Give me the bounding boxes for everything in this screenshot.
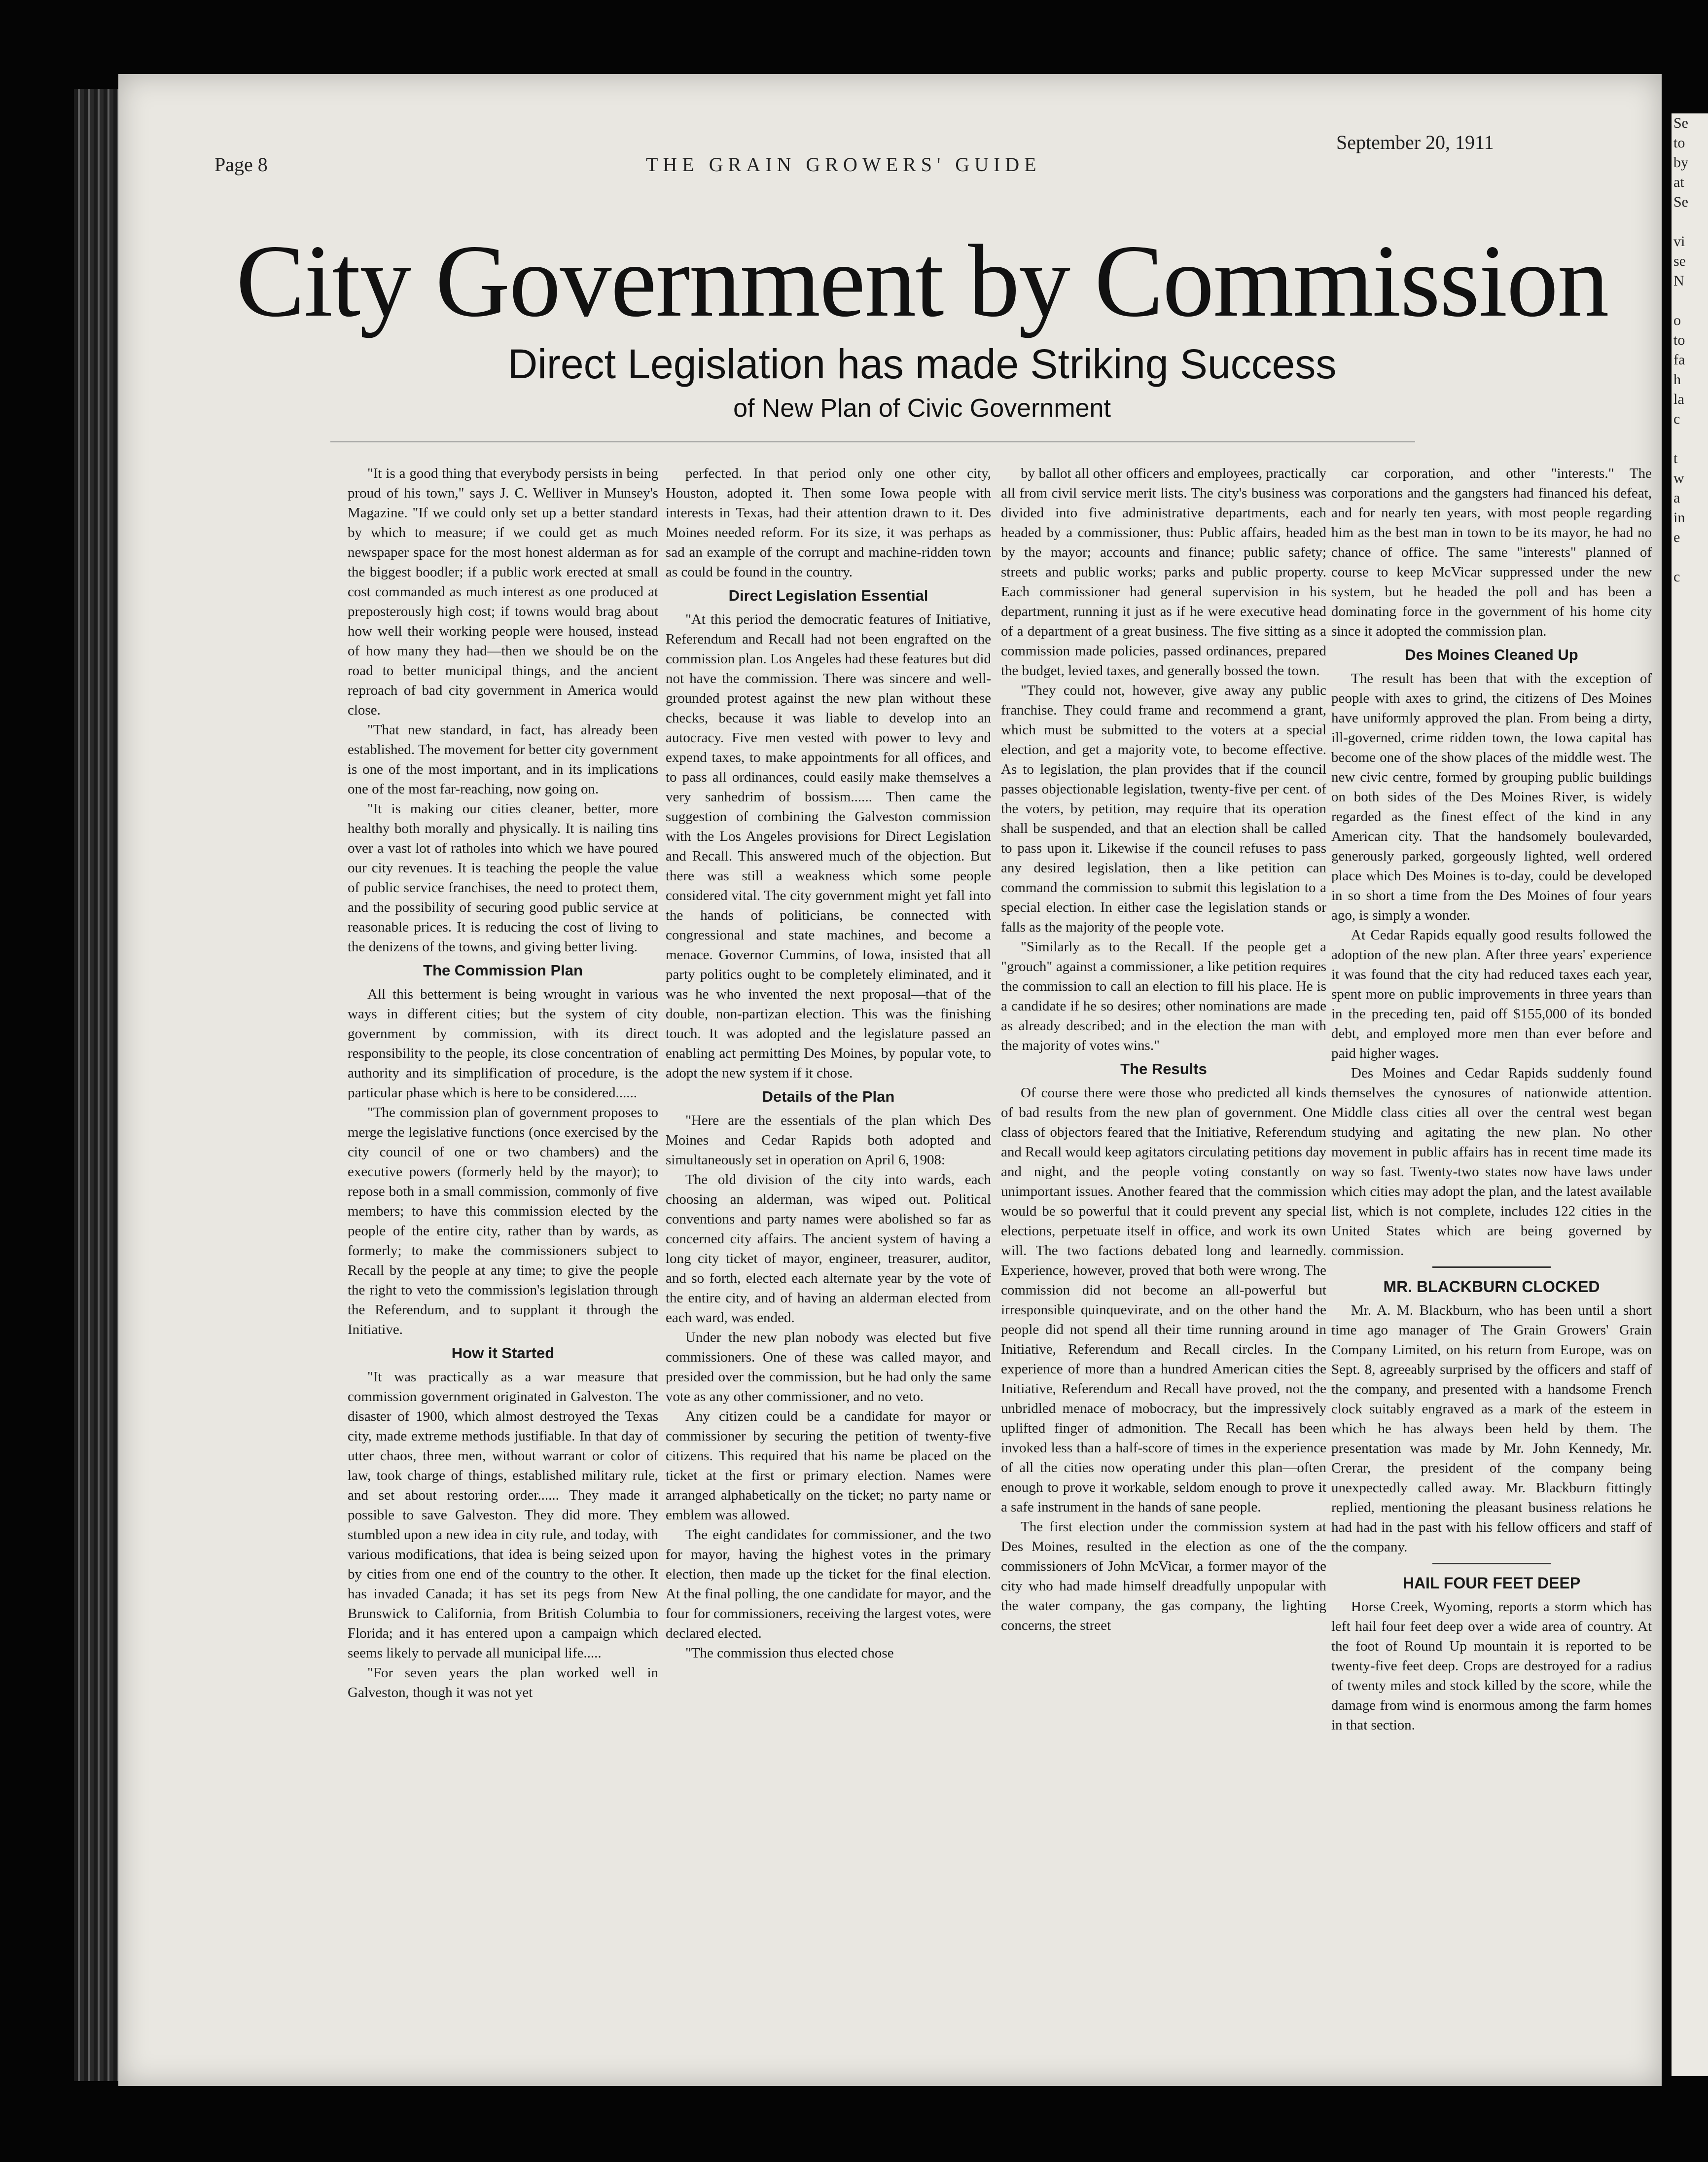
paragraph: "It is making our cities cleaner, better, more healthy both morally and physically. It is nailing tins over a vast lot of ratholes into which we have poured our city revenues. It is teaching the people the value of public service franchises, the need to protect them, and the possibility of securing good public service at reasonable prices. It is reducing the cost of living to the denizens of the towns, and giving better living. [348, 801, 658, 955]
subheading-direct-legislation: Direct Legislation Essential [728, 587, 928, 604]
adjacent-fragment: vi [1673, 233, 1685, 250]
paragraph-group [348, 464, 658, 957]
adjacent-page-strip [1672, 113, 1708, 2076]
paragraph: perfected. In that period only one other city, Houston, adopted it. Then some Iowa people with interests in Texas, had their attention drawn to it. Des Moines needed reform. For its size, it was perhaps as sad an example of the corrupt and machine-ridden town as could be found in the country. [666, 466, 991, 580]
paragraph: At Cedar Rapids equally good results followed the adoption of the new plan. After three years' experience it was found that the city had reduced taxes each year, spent more on public improvements in three years than in the preceding ten, paid off $155,000 of its bonded debt, and employed more men than ever before and paid higher wages. [1331, 927, 1652, 1061]
paragraph: The old division of the city into wards, each choosing an alderman, was wiped out. Political conventions and party names were abolished so far as concerned city affairs. The ancient system of having a long city ticket of mayor, engineer, treasurer, auditor, and so forth, elected each alternate year by the vote of the entire city, and of having an alderman elected from each ward, was ended. [666, 1172, 991, 1326]
adjacent-fragment: to [1673, 332, 1685, 348]
paragraph-group [666, 1111, 991, 1663]
paragraph: "At this period the democratic features of Initiative, Referendum and Recall had not been engrafted on the commission plan. Los Angeles had these features but did not have the commission. There was sincere and well-grounded protest against the new plan without these checks, because it was liable to develop into an autocracy. Five men vested with power to levy and expend taxes, to make appointments for all offices, and to pass all ordinances, could easily make themselves a very sanhedrim of bossism...... Then came the suggestion of combining the Galveston commission with the Los Angeles provisions for Direct Legislation and Recall. This answered much of the objection. But there was still a weakness which some people considered vital. The city government might yet fall into the hands of politicians, be connected with congressional and state machines, and become a menace. Governor Cummins, of Iowa, insisted that all party politics ought to be completely eliminated, and it was he who invented the next proposal—that of the double, non-partizan election. This was the finishing touch. It was adopted and the legislature passed an enabling act permitting Des Moines, by popular vote, to adopt the new system if it chose. [666, 612, 991, 1081]
paragraph: by ballot all other officers and employees, practically all from civil service merit lists. The city's business was divided into five administrative departments, each headed by a commissioner, thus: Public affairs, headed by the mayor; accounts and finance; public safety; streets and public works; parks and public property. Each commissioner had general supervision in his department, running it just as if he were executive head of a department of a great business. The five sitting as a commission made policies, passed ordinances, prepared the budget, levied taxes, and generally bossed the town. [1001, 466, 1326, 679]
paragraph-group [666, 610, 991, 1083]
adjacent-fragment [1672, 429, 1708, 449]
article-title: City Government by Commission [236, 224, 1608, 338]
news-headline-hail: HAIL FOUR FEET DEEP [1402, 1574, 1581, 1592]
adjacent-fragment: o [1673, 312, 1681, 328]
subheading-commission-plan: The Commission Plan [423, 962, 583, 979]
paragraph: "They could not, however, give away any public franchise. They could frame and recommend a grant, which must be submitted to the voters at a special election, and get a majority vote, to become effective. As to legislation, the plan provides that if the council passes objectionable legislation, twenty-five per cent. of the voters, by petition, may require that its operation shall be suspended, and that an election shall be called to pass upon it. Likewise if the council refuses to pass any desired legislation, then a like petition can command the commission to submit this legislation to a special election. In either case the legislation stands or falls as the majority of the people vote. [1001, 683, 1326, 935]
title-rule [330, 441, 1415, 442]
paragraph: "For seven years the plan worked well in Galveston, though it was not yet [348, 1665, 658, 1700]
paragraph: "It was practically as a war measure that commission government originated in Galveston. The disaster of 1900, which almost destroyed the Texas city, made extreme methods justifiable. In that day of utter chaos, three men, without warrant or color of law, took charge of things, established military rule, and set about restoring order...... They made it possible to save Galveston. They did more. They stumbled upon a new idea in city rule, and today, with various modifications, that idea is being seized upon by cities from one end of the country to the other. It has invaded Canada; it has set its pegs from New Brunswick to California, from British Columbia to Florida; and it has entered upon a campaign which seems likely to pervade all municipal life..... [348, 1369, 658, 1661]
adjacent-fragment: c [1673, 411, 1680, 427]
adjacent-fragment: N [1673, 273, 1684, 289]
publication-name: THE GRAIN GROWERS' GUIDE [646, 153, 1041, 176]
adjacent-fragment: by [1673, 154, 1688, 171]
paragraph: "Similarly as to the Recall. If the people get a "grouch" against a commissioner, a like petition requires the commission to call an election to fill his place. He is a candidate if he so desires; other nominations are made as already described; and in the election the man with the majority of votes wins." [1001, 939, 1326, 1053]
paragraph: "That new standard, in fact, has already been established. The movement for better city government is one of the most important, and in its implications one of the most far-reaching, now going on. [348, 722, 658, 797]
adjacent-fragment [1672, 547, 1708, 567]
adjacent-fragment: w [1673, 470, 1684, 486]
paragraph: "It is a good thing that everybody persists in being proud of his town," says J. C. Welliver in Munsey's Magazine. "If we could only set up a better standard by which to measure; if we could get as much newspaper space for the most honest alderman as for the biggest boodler; if a public work erected at small cost commanded as much interest as one produced at preposterously high cost; if towns would brag about how well their working people were housed, instead of how many they had—then we should be on the road to better municipal things, and the ancient reproach of bad city government in America would close. [348, 466, 658, 718]
paragraph-group [348, 984, 658, 1339]
paragraph: "The commission plan of government proposes to merge the legislative functions (once exercised by the city council of one or two chambers) and the executive powers (formerly held by the mayor); to repose both in a small commission, commonly of five members; to have this commission elected by the people of the entire city, rather than by wards, as formerly; to make the commissioners subject to Recall by the people at any time; to give the people the right to veto the commission's legislation through the Referendum, and to supplant it through the Initiative. [348, 1105, 658, 1337]
paragraph: The eight candidates for commissioner, and the two for mayor, having the highest votes in the primary election, then made up the ticket for the final election. At the final polling, the one candidate for mayor, and the four for commissioners, receiving the largest votes, were declared elected. [666, 1527, 991, 1641]
news-body-blackburn: Mr. A. M. Blackburn, who has been until a short time ago manager of The Grain Growers' Grain Company Limited, on his return from Europe, was on Sept. 8, agreeably surprised by the officers and staff of the company, and presented with a handsome French clock suitably engraved as a mark of the esteem in which he has always been held by them. The presentation was made by Mr. John Kennedy, Mr. Crerar, the president of the company being unexpectedly called away. Mr. Blackburn fittingly replied, mentioning the pleasant business relations he had had in the past with his fellow officers and staff of the company. [1331, 1302, 1652, 1555]
column-4 [1331, 464, 1652, 2101]
paragraph-group [1331, 464, 1652, 641]
paragraph-group [348, 1367, 658, 1702]
adjacent-fragment [1672, 291, 1708, 311]
adjacent-fragment: se [1673, 253, 1686, 269]
column-2 [666, 464, 991, 2101]
adjacent-fragment: e [1673, 529, 1680, 545]
paragraph: Any citizen could be a candidate for mayor or commissioner by securing the petition of twenty-five citizens. This required that his name be placed on the ticket at the first or primary election. Names were arranged alphabetically on the ticket; no party name or emblem was allowed. [666, 1408, 991, 1523]
adjacent-fragment: c [1673, 569, 1680, 585]
adjacent-fragment: h [1673, 371, 1681, 388]
subheading-how-it-started: How it Started [451, 1344, 555, 1362]
adjacent-fragment: t [1673, 450, 1678, 467]
adjacent-fragment: Se [1673, 194, 1688, 210]
paragraph: Of course there were those who predicted all kinds of bad results from the new plan of government. One class of objectors feared that the Initiative, Referendum and Recall would keep agitators circulating petitions day and night, and the people voting constantly on unimportant issues. Another feared that the commission would be so powerful that it could prevent any special elections, perpetuate itself in office, and work its own will. The two factions debated long and learnedly. Experience, however, proved that both were wrong. The commission did not become an all-powerful but irresponsible quinquevirate, and on the other hand the people did not spend all their time running around in Initiative, Referendum and Recall circles. In the experience of more than a hundred American cities the Initiative, Referendum and Recall have proved, not the unbridled menace of mobocracy, but the impressively uplifted finger of admonition. The Recall has been invoked less than a half-score of times in the experience of all the cities now operating under this plan—often enough to prove it workable, seldom enough to prove it a safe instrument in the hands of sane people. [1001, 1085, 1326, 1515]
paragraph-group [1331, 669, 1652, 1261]
adjacent-fragment [1672, 212, 1708, 232]
paragraph: "Here are the essentials of the plan which Des Moines and Cedar Rapids both adopted and simultaneously set in operation on April 6, 1908: [666, 1113, 991, 1168]
news-headline-blackburn: MR. BLACKBURN CLOCKED [1383, 1278, 1600, 1296]
adjacent-fragment: a [1673, 490, 1680, 506]
newspaper-page [118, 74, 1662, 2086]
column-1 [348, 464, 658, 2101]
section-divider [1432, 1266, 1551, 1268]
adjacent-fragment: in [1673, 509, 1685, 526]
subheading-details: Details of the Plan [762, 1088, 895, 1105]
adjacent-fragment: la [1673, 391, 1684, 407]
paragraph: Des Moines and Cedar Rapids suddenly found themselves the cynosures of nationwide attention. Middle class cities all over the central west began studying and agitating the new plan. No other movement in public affairs has in recent time made its way so fast. Twenty-two states now have laws under which cities may adopt the plan, and the latest available list, which is not complete, includes 122 cities in the United States which are being governed by commission. [1331, 1065, 1652, 1259]
book-page-edges [74, 89, 121, 2081]
column-3 [1001, 464, 1326, 2101]
adjacent-page-header: Se [1673, 115, 1688, 131]
paragraph-group [666, 464, 991, 582]
adjacent-fragment: to [1673, 135, 1685, 151]
paragraph: The first election under the commission system at Des Moines, resulted in the election as one of the commissioners of John McVicar, a former mayor of the city who had made himself dreadfully unpopular with the water company, the gas company, the lighting concerns, the street [1001, 1519, 1326, 1633]
page-number: Page 8 [214, 153, 268, 176]
paragraph: car corporation, and other "interests." The corporations and the gangsters had financed his defeat, and for nearly ten years, with most people regarding him as the best man in town to be its mayor, he had no chance of office. The same "interests" planned of course to keep McVicar suppressed under the new system, but he headed the poll and has been a dominating force in the government of his home city since it adopted the commission plan. [1331, 466, 1652, 639]
adjacent-fragment: fa [1673, 352, 1685, 368]
paragraph-group [1001, 464, 1326, 1055]
subheading-cleaned-up: Des Moines Cleaned Up [1405, 646, 1578, 663]
section-divider [1432, 1563, 1551, 1564]
adjacent-page-fragments [1672, 133, 1708, 587]
paragraph: The result has been that with the exception of people with axes to grind, the citizens of Des Moines have uniformly approved the plan. From being a dirty, ill-governed, crime ridden town, the Iowa capital has become one of the show places of the middle west. The new civic centre, formed by grouping public buildings on both sides of the Des Moines River, is widely regarded as the finest effect of the kind in any American city. That the handsomely boulevarded, generously parked, gorgeously lighted, well ordered place which Des Moines is to-day, could be developed in so short a time from the Des Moines of four years ago, is simply a wonder. [1331, 671, 1652, 923]
issue-date: September 20, 1911 [1336, 131, 1494, 153]
adjacent-fragment: at [1673, 174, 1684, 190]
paragraph-group [1001, 1083, 1326, 1635]
paragraph: "The commission thus elected chose [685, 1645, 894, 1661]
paragraph: All this betterment is being wrought in various ways in different cities; but the system of city government by commission, with its direct responsibility to the people, its close concentration of authority and its simplification of procedure, is the particular phase which is here to be considered...... [348, 986, 658, 1101]
article-subtitle-secondary: of New Plan of Civic Government [733, 394, 1111, 423]
news-body-hail: Horse Creek, Wyoming, reports a storm which has left hail four feet deep over a wide area of country. At the foot of Round Up mountain it is reported to be twenty-five feet deep. Crops are destroyed for a radius of twenty miles and stock killed by the score, while the damage from wind is enormous among the farm homes in that section. [1331, 1599, 1652, 1733]
article-subtitle: Direct Legislation has made Striking Success [507, 341, 1337, 387]
subheading-results: The Results [1120, 1060, 1207, 1078]
paragraph: Under the new plan nobody was elected but five commissioners. One of these was called mayor, and presided over the commission, but he had only the same vote as any other commissioner, and no veto. [666, 1330, 991, 1405]
